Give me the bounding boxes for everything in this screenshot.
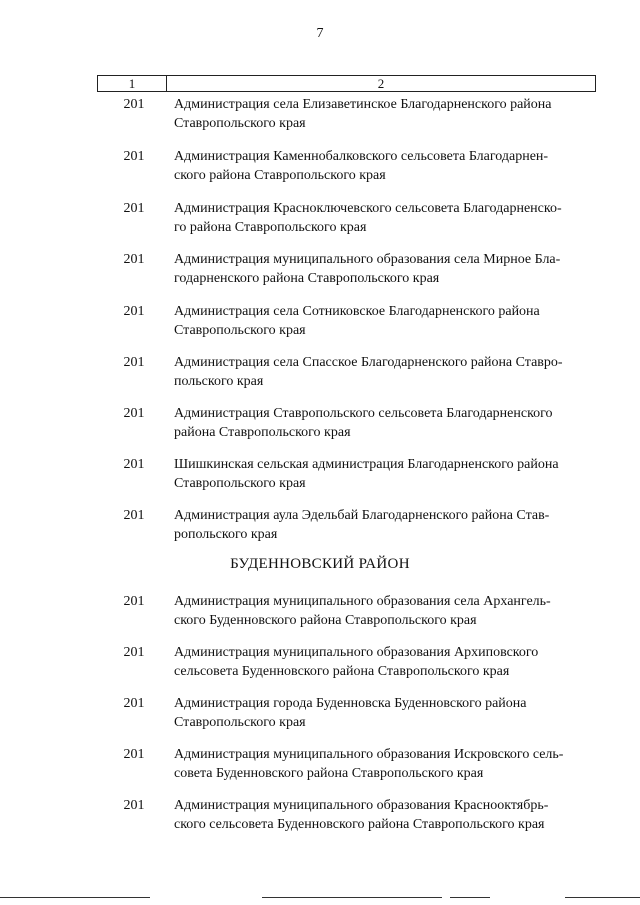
row-description-line: Администрация Ставропольского сельсовета Благодарненского xyxy=(174,406,553,421)
footer-rule xyxy=(262,897,442,898)
row-description xyxy=(174,250,594,288)
row-description xyxy=(174,302,594,340)
row-code: 201 xyxy=(123,457,145,472)
row-description xyxy=(174,147,594,185)
table-header-col1: 1 xyxy=(98,76,167,91)
row-code: 201 xyxy=(123,201,145,216)
row-description xyxy=(174,455,594,493)
row-description xyxy=(174,643,594,681)
row-description xyxy=(174,745,594,783)
row-description-line: Шишкинская сельская администрация Благодарненского района xyxy=(174,457,559,472)
row-code: 201 xyxy=(123,406,145,421)
row-code: 201 xyxy=(123,355,145,370)
row-code: 201 xyxy=(123,149,145,164)
row-description-line: Администрация села Сотниковское Благодарненского района xyxy=(174,304,540,319)
row-code: 201 xyxy=(123,645,145,660)
row-description xyxy=(174,506,594,544)
row-code: 201 xyxy=(123,508,145,523)
footer-rule xyxy=(565,897,640,898)
row-description xyxy=(174,592,594,630)
row-code: 201 xyxy=(123,252,145,267)
row-description-line: ропольского края xyxy=(174,527,278,542)
row-description-line: ского района Ставропольского края xyxy=(174,168,386,183)
row-description-line: района Ставропольского края xyxy=(174,425,351,440)
section-title: БУДЕННОВСКИЙ РАЙОН xyxy=(230,556,410,572)
row-description-line: Администрация села Спасское Благодарненского района Ставро- xyxy=(174,355,563,370)
row-code: 201 xyxy=(123,304,145,319)
row-description-line: Администрация села Елизаветинское Благодарненского района xyxy=(174,97,552,112)
row-description xyxy=(174,353,594,391)
row-description xyxy=(174,95,594,133)
row-description-line: совета Буденновского района Ставропольского края xyxy=(174,766,484,781)
row-description-line: сельсовета Буденновского района Ставропольского края xyxy=(174,664,510,679)
row-description-line: ского сельсовета Буденновского района Ставропольского края xyxy=(174,817,545,832)
row-description-line: годарненского района Ставропольского края xyxy=(174,271,440,286)
row-description-line: Ставропольского края xyxy=(174,323,306,338)
row-code: 201 xyxy=(123,97,145,112)
row-description-line: Администрация аула Эдельбай Благодарненского района Став- xyxy=(174,508,550,523)
footer-rule xyxy=(450,897,490,898)
row-code: 201 xyxy=(123,594,145,609)
row-description-line: Администрация Каменнобалковского сельсовета Благодарнен- xyxy=(174,149,549,164)
row-code: 201 xyxy=(123,747,145,762)
footer-rule xyxy=(0,897,150,898)
row-description-line: Администрация муниципального образования села Архангель- xyxy=(174,594,551,609)
row-description-line: Администрация муниципального образования Краснооктябрь- xyxy=(174,798,549,813)
row-description-line: Ставропольского края xyxy=(174,476,306,491)
row-description-line: ского Буденновского района Ставропольского края xyxy=(174,613,477,628)
row-description xyxy=(174,404,594,442)
table-header-col2: 2 xyxy=(377,76,385,91)
row-description-line: польского края xyxy=(174,374,264,389)
row-description-line: Администрация Красноключевского сельсовета Благодарненско- xyxy=(174,201,562,216)
row-code: 201 xyxy=(123,798,145,813)
table-header xyxy=(97,75,596,92)
row-description xyxy=(174,694,594,732)
row-description-line: Администрация муниципального образования села Мирное Бла- xyxy=(174,252,561,267)
row-description-line: Ставропольского края xyxy=(174,715,306,730)
row-description-line: го района Ставропольского края xyxy=(174,220,367,235)
row-description-line: Администрация города Буденновска Буденновского района xyxy=(174,696,527,711)
row-description xyxy=(174,199,594,237)
row-description-line: Администрация муниципального образования Архиповского xyxy=(174,645,539,660)
row-description xyxy=(174,796,594,834)
row-description-line: Администрация муниципального образования Искровского сель- xyxy=(174,747,564,762)
row-description-line: Ставропольского края xyxy=(174,116,306,131)
page-number: 7 xyxy=(316,26,324,41)
row-code: 201 xyxy=(123,696,145,711)
